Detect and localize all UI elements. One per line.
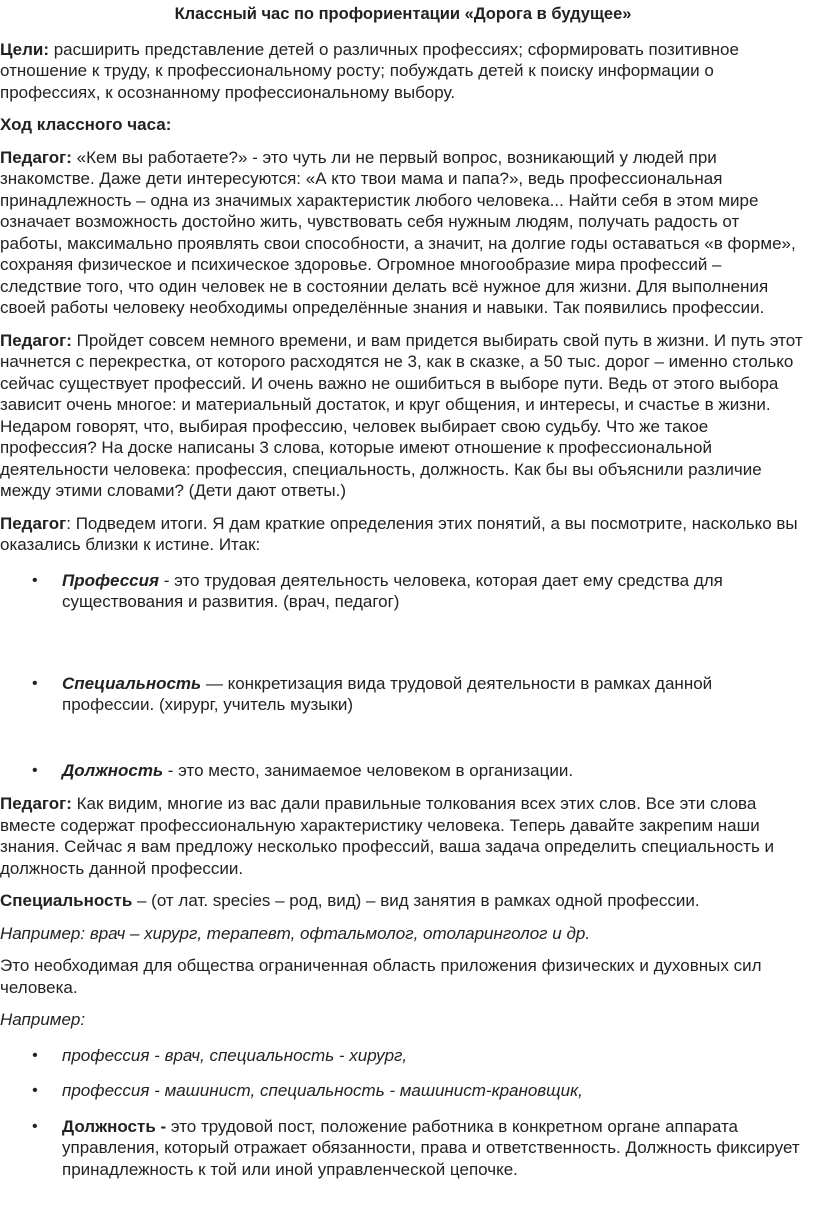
- list-item: [62, 760, 806, 782]
- position-text: это трудовой пост, положение работника в конкретном органе аппарата управления, который отражает обязанности, права и ответственность. Должность фиксирует принадлежность к той или иной управленческой цепочке.: [62, 1116, 800, 1179]
- list-item: [62, 1116, 806, 1181]
- definition-text: — конкретизация вида трудовой деятельности в рамках данной профессии. (хирург, учитель музыки): [62, 673, 713, 714]
- goals-text: расширить представление детей о различных профессиях; сформировать позитивное отношение к труду, к профессиональному росту; побуждать детей к поиску информации о профессиях, к осознанному профессиональному выбору.: [0, 39, 739, 102]
- teacher-label: Педагог:: [0, 330, 72, 350]
- specialty-text: – (от лат. species – род, вид) – вид занятия в рамках одной профессии.: [132, 891, 700, 910]
- teacher-label: Педагог:: [0, 794, 72, 813]
- teacher-paragraph-2: [0, 330, 806, 502]
- example-paragraph-1: Например: врач – хирург, терапевт, офтальмолог, отоларинголог и др.: [0, 923, 591, 943]
- goals-paragraph: [0, 39, 806, 104]
- definition-term: Профессия: [62, 570, 160, 590]
- definition-text: - это место, занимаемое человеком в организации.: [163, 760, 574, 780]
- list-item: • профессия - машинист, специальность - машинист-крановщик,: [62, 1080, 806, 1102]
- specialty-paragraph: [0, 890, 806, 912]
- paragraph-text: «Кем вы работаете?» - это чуть ли не первый вопрос, возникающий у людей при знакомстве. Даже дети интересуются: «А кто твои мама и папа?», ведь профессиональная принадлежность – одна из значимых характеристик любого человека... Найти себя в этом мире означает возможность достойно жить, чувствовать себя нужным людям, получать радость от работы, максимально проявлять свои способности, а значит, на долгие годы оставаться «в форме», сохраняя физическое и психическое здоровье. Огромное многообразие мира профессий – следствие того, что один человек не в состоянии делать всё нужное для жизни. Для выполнения своей работы человеку необходимы определённые знания и навыки. Так появились профессии.: [0, 147, 796, 317]
- course-heading-text: Ход классного часа:: [0, 115, 172, 134]
- page-title: Классный час по профориентации «Дорога в будущее»: [174, 5, 632, 23]
- definitions-list: [0, 570, 806, 782]
- list-item: [62, 570, 806, 613]
- teacher-paragraph-3: [0, 513, 806, 556]
- teacher-label: Педагог:: [0, 147, 72, 167]
- description-paragraph: Это необходимая для общества ограниченная область приложения физических и духовных сил человека.: [0, 956, 762, 997]
- definition-text: - это трудовая деятельность человека, которая дает ему средства для существования и развития. (врач, педагог): [62, 570, 723, 611]
- paragraph-text: Пройдет совсем немного времени, и вам придется выбирать свой путь в жизни. И путь этот начнется с перекрестка, от которого расходятся не 3, как в сказке, а 50 тыс. дорог – именно столько сейчас существует профессий. И очень важно не ошибиться в выборе пути. Ведь от этого выбора зависит очень многое: и материальный достаток, и круг общения, и интересы, и счастье в жизни. Недаром говорят, что, выбирая профессию, человек выбирает свою судьбу. Что же такое профессия? На доске написаны 3 слова, которые имеют отношение к профессиональной деятельности человека: профессия, специальность, должность. Как бы вы объяснили различие между этими словами? (Дети дают ответы.): [0, 330, 803, 500]
- teacher-label: Педагог: [0, 513, 67, 533]
- list-item: [62, 673, 806, 716]
- goals-label: Цели:: [0, 39, 49, 59]
- specialty-label: Специальность: [0, 891, 133, 910]
- course-heading: [0, 114, 806, 136]
- teacher-paragraph-1: [0, 147, 806, 319]
- paragraph-text: Как видим, многие из вас дали правильные толкования всех этих слов. Все эти слова вместе содержат профессиональную характеристику человека. Теперь давайте закрепим наши знания. Сейчас я вам предложу несколько профессий, ваша задача определить специальность и должность данной профессии.: [0, 794, 775, 878]
- examples-list: [0, 1045, 806, 1181]
- list-item: • профессия - врач, специальность - хирург,: [62, 1045, 806, 1067]
- definition-term: Специальность: [62, 673, 202, 693]
- position-label: Должность -: [62, 1116, 167, 1136]
- paragraph-text: : Подведем итоги. Я дам краткие определения этих понятий, а вы посмотрите, насколько вы оказались близки к истине. Итак:: [0, 513, 798, 554]
- definition-term: Должность: [62, 760, 164, 780]
- example-paragraph-2: Например:: [0, 1010, 86, 1029]
- teacher-paragraph-4: [0, 793, 806, 879]
